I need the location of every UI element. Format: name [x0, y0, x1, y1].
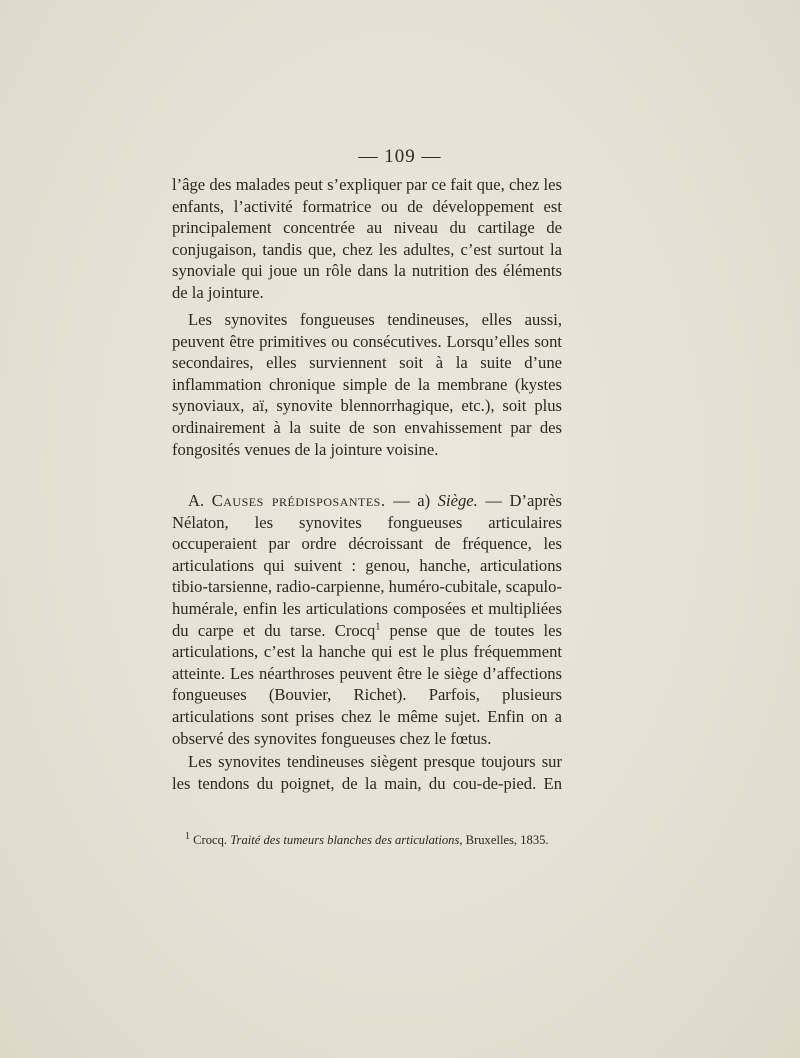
section-label: A.	[188, 491, 205, 510]
paragraph-text: Les synovites fongueuses tendineuses, elles aussi, peuvent être primitives ou consécutives. Lorsqu’elles sont secondaires, elles surviennent soit à la suite d’une inflammation chronique simple de la membrane (kystes synoviaux, aï, synovite blennorrhagique, etc.), soit plus ordinairement à la suite de son envahissement par des fongosités venues de la jointure voisine.	[172, 310, 562, 459]
paragraph-body-continued: pense que de toutes les articulations, c’est la hanche qui est le plus fréquemment atteinte. Les néarthroses peuvent être le siège d’affections fongueuses (Bouvier, Richet). Parfois, plusieurs articulations sont prises chez le même sujet. Enfin on a observé des synovites fongueuses chez le fœtus.	[172, 620, 562, 748]
footnote-marker: 1	[185, 830, 190, 842]
paragraph-text	[172, 490, 562, 749]
footnote-publisher: Bruxelles, 1835.	[462, 833, 549, 847]
subsection-heading: Siège.	[437, 491, 478, 510]
paragraph-continuation	[172, 174, 562, 304]
paragraph-body: — D’après Nélaton, les synovites fongueuses articulaires occuperaient par ordre décroissant de fréquence, les articulations qui suivent : genou, hanche, articulations tibio-tarsienne, radio-carpienne, huméro-cubitale, scapulo-humérale, enfin les articulations composées et multipliées du carpe et du tarse. Crocq	[172, 491, 562, 640]
section-heading: Causes prédisposantes.	[211, 491, 386, 510]
paragraph-tendon-sites	[172, 751, 562, 794]
paragraph-text: l’âge des malades peut s’expliquer par ce fait que, chez les enfants, l’activité formatrice ou de développement est principalement concentrée au niveau du cartilage de conjugaison, tandis que, chez les adultes, c’est surtout la synoviale qui joue un rôle dans la nutrition des éléments de la jointure.	[172, 175, 562, 302]
footnote-reference: 1	[375, 621, 381, 633]
paragraph-tendinous-synovitis	[172, 309, 562, 460]
footnote	[185, 832, 565, 848]
page-number: — 109 —	[358, 146, 442, 167]
footnote-title: Traité des tumeurs blanches des articulations,	[230, 833, 463, 847]
heading-dash: — a)	[385, 491, 438, 510]
footnote-author: Crocq.	[190, 833, 231, 847]
section-predisposing-causes	[172, 490, 562, 749]
paragraph-text: Les synovites tendineuses siègent presque toujours sur les tendons du poignet, de la main, du cou-de-pied. En	[172, 752, 562, 793]
